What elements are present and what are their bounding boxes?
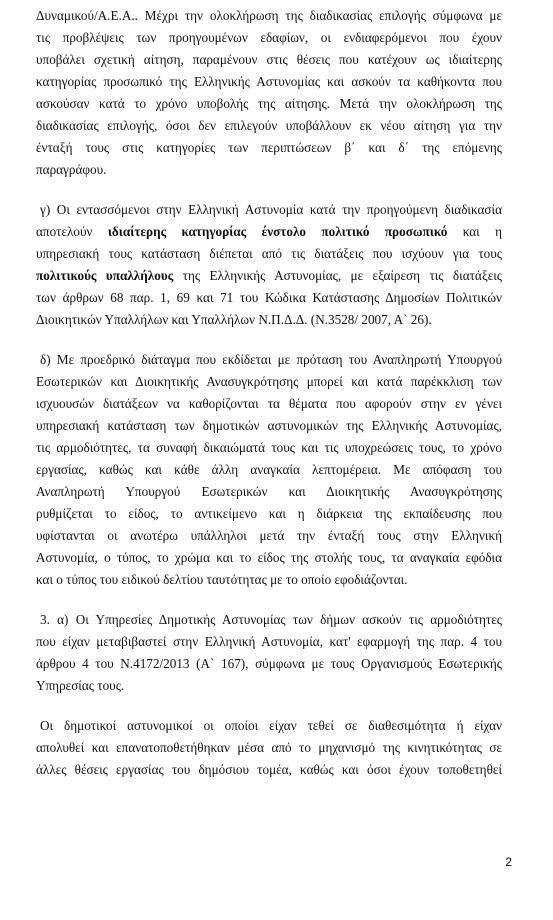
text-line	[36, 224, 502, 240]
text-line: και ο τύπος του ειδικού δελτίου ταυτότητας με το οποίο εφοδιάζονται.	[36, 572, 408, 587]
text-line: άλλες θέσεις εργασίας του δημόσιου τομέα, καθώς και όσοι έχουν τοποθετηθεί	[36, 762, 502, 777]
text-line: υφίστανται οι ανωτέρω υπάλληλοι μετά την ένταξή τους στην Ελληνική	[36, 528, 502, 543]
text-line: Αστυνομία, ο τύπος, το χρώμα και το είδος της στολής τους, τα αναγκαία εφόδια	[36, 550, 502, 565]
text-line: υπηρεσιακή τους κατάσταση διέπεται από τις διατάξεις που ισχύουν για τους	[36, 246, 502, 261]
text-line: Διοικητικών Υπαλλήλων και Υπαλλήλων Ν.Π.Δ.Δ. (Ν.3528/ 2007, Α` 26).	[36, 312, 432, 327]
page-number: 2	[505, 855, 512, 869]
text-line: 3. α) Οι Υπηρεσίες Δημοτικής Αστυνομίας των δήμων ασκούν τις αρμοδιότητες	[40, 612, 502, 627]
text-span: και η	[447, 224, 502, 239]
text-line: ρυθμίζεται το είδος, το αντικείμενο και η διάρκεια της εκπαίδευσης που	[36, 506, 502, 521]
text-line: υπηρεσιακή κατάσταση των δημοτικών αστυνομικών της Ελληνικής Αστυνομίας,	[36, 418, 502, 433]
text-span: αποτελούν	[36, 224, 108, 239]
text-span: της Ελληνικής Αστυνομίας, με εξαίρεση τις διατάξεις	[173, 268, 503, 283]
text-line: απολυθεί και επανατοποθετήθηκαν μέσα από το μηχανισμό της κινητικότητας σε	[36, 740, 502, 755]
text-line: παραγράφου.	[36, 162, 107, 177]
text-line: Δυναμικού/Α.Ε.Α.. Μέχρι την ολοκλήρωση της διαδικασίας επιλογής σύμφωνα με	[36, 8, 502, 23]
text-line: διαδικασίας επιλογής, όσοι δεν επιλεγούν υποβάλλουν εκ νέου αίτηση για την	[36, 118, 502, 133]
text-line: ένταξή τους στις κατηγορίες των περιπτώσεων β΄ και δ΄ της επόμενης	[36, 140, 502, 155]
bold-term: πολιτικούς υπαλλήλους	[36, 268, 174, 283]
text-line: υποβάλει σχετική αίτηση, παραμένουν στις θέσεις που κατέχουν ως ιδιαίτερης	[36, 52, 502, 67]
text-line: ασκούσαν κατά το χρόνο υποβολής της αίτησης. Μετά την ολοκλήρωση της	[36, 96, 502, 111]
text-line: ισχυουσών διατάξεων να καθορίζονται τα θέματα που αφορούν στην εν γένει	[36, 396, 502, 411]
text-line: Εσωτερικών και Διοικητικής Ανασυγκρότησης μπορεί και κατά παρέκκλιση των	[36, 374, 502, 389]
text-line: που είχαν μεταβιβαστεί στην Ελληνική Αστυνομία, κατ' εφαρμογή της παρ. 4 του	[36, 634, 502, 649]
text-line: Υπηρεσίας τους.	[36, 678, 125, 693]
text-line: των άρθρων 68 παρ. 1, 69 και 71 του Κώδικα Κατάστασης Δημοσίων Πολιτικών	[36, 290, 502, 305]
text-line: Αναπληρωτή Υπουργού Εσωτερικών και Διοικητικής Ανασυγκρότησης	[36, 484, 502, 499]
text-line: κατηγορίας προσωπικό της Ελληνικής Αστυνομίας και ασκούν τα καθήκοντα που	[36, 74, 502, 89]
text-line: τις αρμοδιότητες, τα συναφή δικαιώματά τους και τις υποχρεώσεις τους, το χρόνο	[36, 440, 502, 455]
bold-term: ιδιαίτερης κατηγορίας ένστολο πολιτικό προσωπικό	[107, 224, 448, 239]
text-line: γ) Οι εντασσόμενοι στην Ελληνική Αστυνομία κατά την προηγούμενη διαδικασία	[40, 202, 502, 217]
text-line: άρθρου 4 του Ν.4172/2013 (Α` 167), σύμφωνα με τους Οργανισμούς Εσωτερικής	[36, 656, 502, 671]
text-line: τις προβλέψεις των προηγουμένων εδαφίων, οι ενδιαφερόμενοι που έχουν	[36, 30, 502, 45]
text-line: Οι δημοτικοί αστυνομικοί οι οποίοι είχαν τεθεί σε διαθεσιμότητα ή είχαν	[40, 718, 502, 733]
text-line: δ) Με προεδρικό διάταγμα που εκδίδεται με πρόταση του Αναπληρωτή Υπουργού	[40, 352, 502, 367]
text-line: εργασίας, καθώς και κάθε άλλη αναγκαία λεπτομέρεια. Με απόφαση του	[36, 462, 502, 477]
text-line	[36, 268, 502, 284]
